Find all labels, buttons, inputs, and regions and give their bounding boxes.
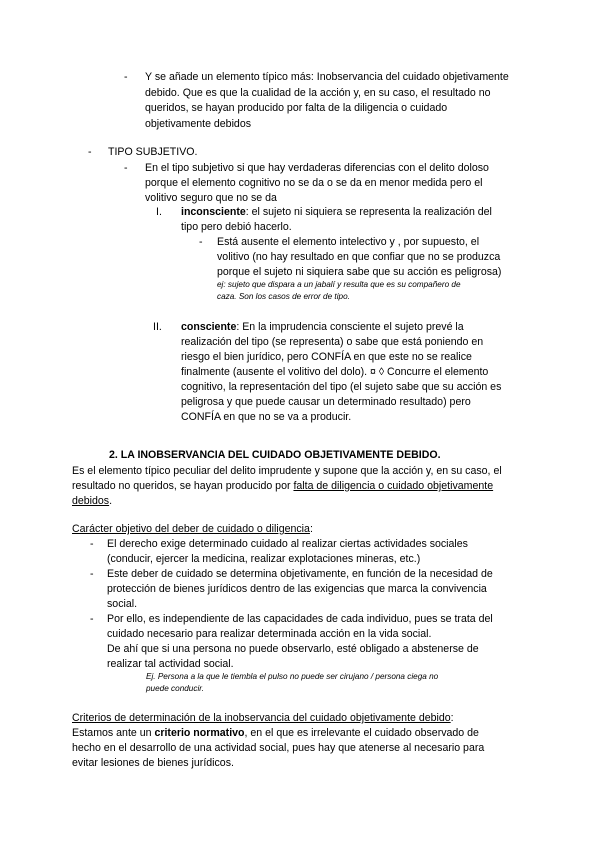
paragraph-line: debido. Que es que la cualidad de la acción y, en su caso, el resultado no (145, 87, 491, 99)
paragraph-line: riesgo el bien jurídico, pero CONFÍA en que este no se realice (181, 351, 472, 363)
paragraph-line: volitivo seguro que no se da (145, 192, 277, 204)
list-bullet: - (88, 146, 92, 158)
paragraph-line: Es el elemento típico peculiar del delito imprudente y supone que la acción y, en su caso, el (72, 465, 502, 477)
roman-numeral-marker: I. (156, 206, 162, 218)
example-line: ej: sujeto que dispara a un jabalí y resulta que es su compañero de (217, 280, 461, 289)
paragraph-line: porque el elemento cognitivo no se da o se da en menor medida pero el (145, 177, 483, 189)
paragraph-line: realización del tipo (se representa) o sabe que está poniendo en (181, 336, 484, 348)
list-bullet: - (90, 613, 94, 625)
example-line: caza. Son los casos de error de tipo. (217, 292, 350, 301)
definition-text: : el sujeto ni siquiera se representa la realización del (245, 206, 492, 218)
paragraph-line: social. (107, 598, 138, 610)
subsection-heading-text: Carácter objetivo del deber de cuidado o diligencia (72, 523, 310, 535)
heading-colon: : (450, 712, 454, 724)
paragraph-line (72, 726, 479, 741)
paragraph-line: tipo pero debió hacerlo. (181, 221, 292, 233)
paragraph-line: peligrosa y que puede causar un determinado resultado) pero (181, 396, 471, 408)
paragraph-line: El derecho exige determinado cuidado al realizar ciertas actividades sociales (107, 538, 468, 550)
underlined-phrase: debidos (72, 495, 110, 507)
paragraph-line: De ahí que si una persona no puede observarlo, esté obligado a abstenerse de (107, 643, 479, 655)
example-line: Ej. Persona a la que le tiembla el pulso no puede ser cirujano / persona ciega no (146, 672, 439, 681)
heading-colon: : (309, 523, 313, 535)
list-bullet: - (199, 236, 203, 248)
paragraph-line: CONFÍA en que no se va a producir. (181, 411, 352, 423)
subsection-heading (72, 522, 313, 537)
paragraph-line: realizar tal actividad social. (107, 658, 234, 670)
paragraph-text: . (109, 495, 113, 507)
example-line: puede conducir. (146, 684, 204, 693)
subsection-heading-text: Criterios de determinación de la inobservancia del cuidado objetivamente debido (72, 712, 451, 724)
list-bullet: - (124, 162, 128, 174)
paragraph-line: queridos, se hayan producido por falta de la diligencia o cuidado (145, 102, 448, 114)
paragraph-line: porque el sujeto ni siquiera sabe que su acción es peligrosa) (217, 266, 502, 278)
section-heading: TIPO SUBJETIVO. (108, 146, 198, 158)
paragraph-line: hecho en el desarrollo de una actividad social, pues hay que atenerse al necesario para (72, 742, 485, 754)
consciente-definition (181, 320, 464, 335)
paragraph-line (72, 479, 493, 494)
term-consciente: consciente (181, 321, 237, 333)
term-inconsciente: inconsciente (181, 206, 246, 218)
section-title: 2. LA INOBSERVANCIA DEL CUIDADO OBJETIVAMENTE DEBIDO. (109, 449, 441, 461)
paragraph-line: En el tipo subjetivo si que hay verdaderas diferencias con el delito doloso (145, 162, 489, 174)
list-bullet: - (90, 568, 94, 580)
paragraph-line: volitivo (no hay resultado en que confiar que no se produzca (217, 251, 501, 263)
paragraph-line: evitar lesiones de bienes jurídicos. (72, 757, 234, 769)
paragraph-text: resultado no queridos, se hayan producido por (72, 480, 294, 492)
paragraph-line: cognitivo, la representación del tipo (el sujeto sabe que su acción es (181, 381, 502, 393)
inconsciente-definition (181, 205, 492, 220)
underlined-phrase: falta de diligencia o cuidado objetivamente (293, 480, 494, 492)
paragraph-line: objetivamente debidos (145, 118, 252, 130)
paragraph-line: cuidado necesario para realizar determinada acción en la vida social. (107, 628, 432, 640)
definition-text: : En la imprudencia consciente el sujeto prevé la (236, 321, 464, 333)
paragraph-line: Por ello, es independiente de las capacidades de cada individuo, pues se trata del (107, 613, 493, 625)
paragraph-text: , en el que es irrelevante el cuidado observado de (244, 727, 479, 739)
roman-numeral-marker: II. (153, 321, 162, 333)
paragraph-line (72, 494, 112, 509)
paragraph-line: finalmente (ausente el volitivo del dolo). ¤ ◊ Concurre el elemento (181, 366, 489, 378)
paragraph-line: Está ausente el elemento intelectivo y , por supuesto, el (217, 236, 480, 248)
list-bullet: - (124, 71, 128, 83)
subsection-heading (72, 711, 454, 726)
paragraph-line: Este deber de cuidado se determina objetivamente, en función de la necesidad de (107, 568, 493, 580)
list-bullet: - (90, 538, 94, 550)
paragraph-line: protección de bienes jurídicos dentro de las exigencias que marca la convivencia (107, 583, 487, 595)
paragraph-line: (conducir, ejercer la medicina, realizar explotaciones mineras, etc.) (107, 553, 421, 565)
paragraph-text: Estamos ante un (72, 727, 155, 739)
bold-term: criterio normativo (154, 727, 245, 739)
paragraph-line: Y se añade un elemento típico más: Inobservancia del cuidado objetivamente (145, 71, 509, 83)
